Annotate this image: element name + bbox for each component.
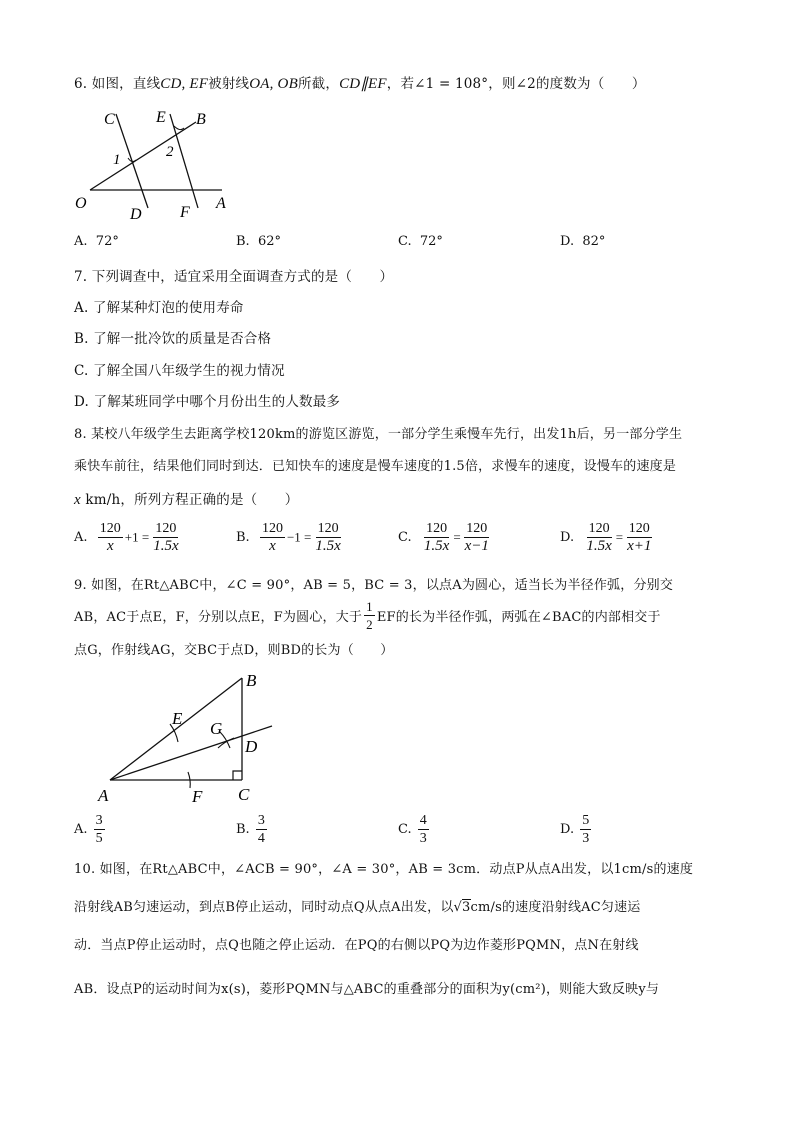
q6-label-a: A [216, 195, 226, 212]
q10-line-4: AB．设点P的运动时间为x(s)，菱形PQMN与△ABC的重叠部分的面积为y(cm²)，则能大致反映y与 [74, 982, 660, 997]
q6-text-2: 被射线 [208, 76, 250, 92]
q6-option-b[interactable]: B. 62° [236, 234, 281, 249]
q7-option-b[interactable]: B. 了解一批冷饮的质量是否合格 [74, 331, 272, 347]
q6-figure [70, 104, 250, 224]
q9-label-b: B [246, 671, 257, 690]
q9-options [74, 812, 714, 852]
q9-figure [92, 666, 292, 808]
q6-ray-ob [90, 122, 196, 190]
q9-label-c: C [238, 785, 250, 804]
q8-line-1: 8. 某校八年级学生去距离学校120km的游览区游览，一部分学生乘慢车先行，出发1h后，另一部分学生 [74, 427, 683, 442]
q8-option-b[interactable]: B. $\frac{120}{x}$ −1 = $\frac{120}{1.5x}$ [236, 521, 341, 554]
q6-angle-2-arc [174, 126, 184, 130]
q6-label-d: D [130, 206, 142, 223]
q8-option-a[interactable]: A. $\frac{120}{x}$ +1 = $\frac{120}{1.5x}$ [74, 521, 179, 554]
q6-option-c[interactable]: C. 72° [398, 234, 443, 249]
q9-label-a: A [98, 786, 109, 805]
q8-b-frac-2: $\frac{120}{1.5x}$ [315, 521, 341, 554]
q6-number: 6. [74, 76, 88, 92]
q9-half-frac: $\frac{1}{2}$ [366, 599, 373, 632]
q8-line-2: 乘快车前往，结果他们同时到达．已知快车的速度是慢车速度的1.5倍，求慢车的速度，设慢车的速度是 [74, 459, 677, 474]
q6-text-3: 所截， [297, 76, 340, 92]
q10-line-1: 10. 如图，在Rt△ABC中，∠ACB = 90°，∠A = 30°，AB = 3cm．动点P从点A出发，以1cm/s的速度 [74, 862, 694, 877]
q6-rays: OA, OB [249, 76, 298, 92]
q6-stem [74, 72, 646, 93]
q7-stem: 7. 下列调查中，适宜采用全面调查方式的是（ ） [74, 269, 394, 285]
q7-option-c[interactable]: C. 了解全国八年级学生的视力情况 [74, 363, 285, 379]
q6-label-o: O [75, 195, 87, 212]
q6-label-c: C [104, 111, 115, 128]
q9-line-3: 点G，作射线AG，交BC于点D，则BD的长为（ ） [74, 643, 394, 658]
q6-text-1: 如图，直线 [91, 76, 161, 92]
q8-option-c[interactable]: C. $\frac{120}{1.5x}$ = $\frac{120}{x-1}$ [398, 521, 489, 554]
q9-line-2: AB，AC于点E，F，分别以点E，F为圆心，大于 $\frac{1}{2}$ EF的长为半径作弧，两弧在∠BAC的内部相交于 [74, 599, 661, 632]
q7-option-d[interactable]: D. 了解某班同学中哪个月份出生的人数最多 [74, 394, 341, 410]
q9-option-b[interactable]: B. $\frac{3}{4}$ [236, 813, 265, 846]
q9-label-g: G [210, 719, 223, 738]
q6-label-1: 1 [113, 152, 121, 168]
q6-lines: CD, EF [160, 76, 209, 92]
sqrt-sign-icon: √ [453, 900, 463, 915]
q10-line-3: 动．当点P停止运动时，点Q也随之停止运动．在PQ的右侧以PQ为边作菱形PQMN，点N在射线 [74, 938, 639, 953]
q8-d-frac-2: $\frac{120}{x+1}$ [627, 521, 652, 554]
q8-c-frac-1: $\frac{120}{1.5x}$ [423, 521, 450, 554]
q9-label-f: F [192, 787, 203, 806]
q9-label-e: E [172, 709, 183, 728]
q6-label-2: 2 [166, 144, 174, 160]
q6-label-e: E [156, 109, 166, 126]
q8-options [74, 520, 714, 562]
q6-option-d[interactable]: D. 82° [560, 234, 606, 249]
q9-label-d: D [245, 737, 258, 756]
q6-text-4: ，若∠1 = 108°，则∠2的度数为（ ） [386, 76, 646, 92]
q8-b-frac-1: $\frac{120}{x}$ [261, 521, 283, 554]
q6-parallel: CD∥EF [339, 76, 387, 92]
q6-label-b: B [196, 111, 206, 128]
q8-option-d[interactable]: D. $\frac{120}{1.5x}$ = $\frac{120}{x+1}$ [560, 521, 652, 554]
q8-c-frac-2: $\frac{120}{x-1}$ [464, 521, 489, 554]
q7-option-a[interactable]: A. 了解某种灯泡的使用寿命 [74, 300, 244, 316]
q9-right-angle-mark [233, 771, 242, 780]
q9-line-1: 9. 如图，在Rt△ABC中，∠C = 90°，AB = 5，BC = 3，以点A为圆心，适当长为半径作弧，分别交 [74, 578, 674, 593]
q8-a-frac-2: $\frac{120}{1.5x}$ [153, 521, 179, 554]
q8-a-frac-1: $\frac{120}{x}$ [99, 521, 121, 554]
q6-option-a[interactable]: A. 72° [74, 234, 119, 249]
q6-label-f: F [180, 204, 190, 221]
q10-line-2: 沿射线AB匀速运动，到点B停止运动，同时动点Q从点A出发，以√3cm/s的速度沿射线AC匀速运 [74, 900, 641, 915]
q8-d-frac-1: $\frac{120}{1.5x}$ [586, 521, 612, 554]
q9-option-d[interactable]: D. $\frac{5}{3}$ [560, 813, 590, 846]
q9-option-a[interactable]: A. $\frac{3}{5}$ [74, 813, 103, 846]
q9-option-c[interactable]: C. $\frac{4}{3}$ [398, 813, 427, 846]
q6-options [74, 234, 714, 254]
q8-line-3: x km/h，所列方程正确的是（ ） [74, 492, 299, 508]
